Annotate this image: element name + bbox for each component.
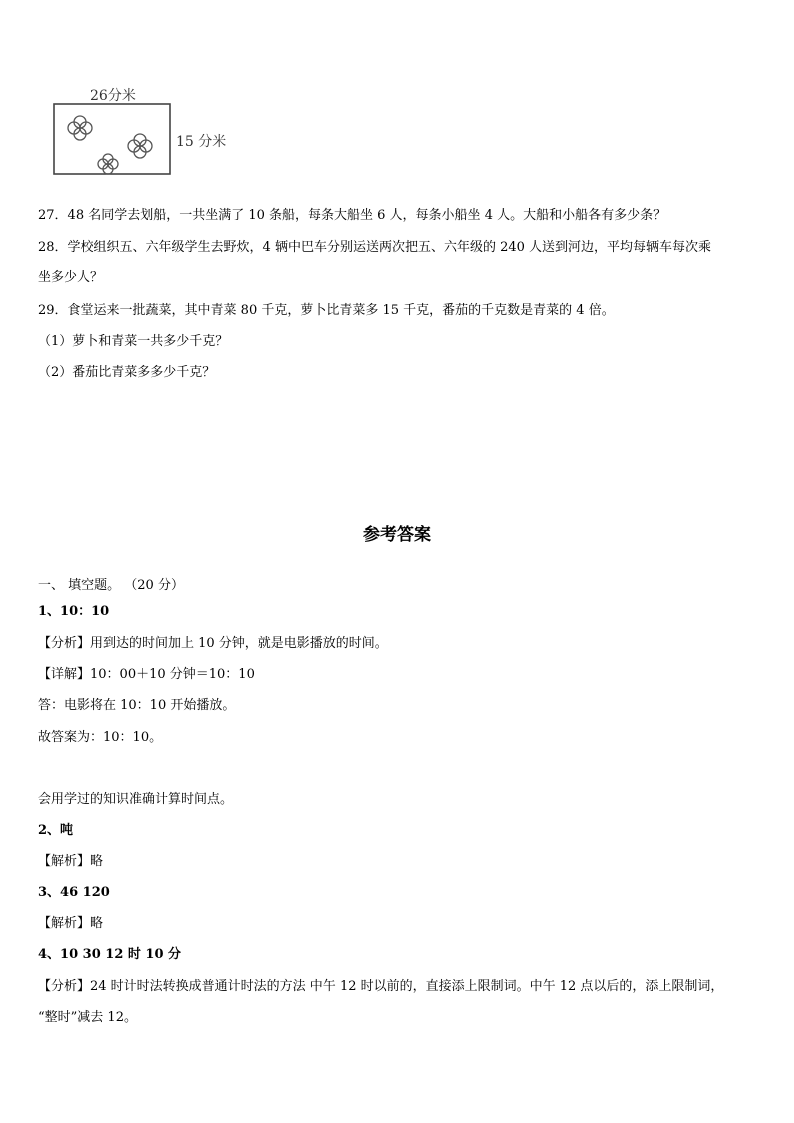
question-29: 29．食堂运来一批蔬菜，其中青菜 80 千克，萝卜比青菜多 15 千克，番茄的千克数是青菜的 4 倍。: [38, 303, 615, 318]
question-28-line1: 28．学校组织五、六年级学生去野炊，4 辆中巴车分别运送两次把五、六年级的 240 人送到河边，平均每辆车每次乘: [38, 240, 712, 255]
question-29-part2: （2）番茄比青菜多多少千克？: [38, 365, 216, 380]
answer-1: 1、10：10: [38, 604, 110, 619]
flower-shape-icon: [98, 154, 118, 174]
answer-1-answer: 答：电影将在 10：10 开始播放。: [38, 698, 236, 713]
answer-2: 2、吨: [38, 823, 74, 838]
answer-1-detail: 【详解】10：00＋10 分钟＝10：10: [38, 667, 255, 682]
rectangle-figure: [48, 84, 248, 176]
question-27: 27．48 名同学去划船，一共坐满了 10 条船，每条大船坐 6 人，每条小船坐 4 人。大船和小船各有多少条？: [38, 208, 667, 223]
answer-4-analysis-line1: 【分析】24 时计时法转换成普通计时法的方法 中午 12 时以前的，直接添上限制词。中午 12 点以后的，添上限制词，: [38, 979, 724, 994]
answer-4-analysis-line2: “整时”减去 12。: [38, 1010, 137, 1025]
answer-3: 3、46 120: [38, 885, 110, 900]
question-28-line2: 坐多少人？: [38, 270, 104, 285]
height-label: 15 分米: [176, 134, 227, 150]
width-label: 26分米: [90, 88, 136, 104]
answers-title: 参考答案: [363, 525, 431, 545]
rectangle-outline: [54, 104, 170, 174]
question-29-part1: （1）萝卜和青菜一共多少千克？: [38, 334, 229, 349]
answer-1-note: 会用学过的知识准确计算时间点。: [38, 792, 234, 807]
answer-1-analysis: 【分析】用到达的时间加上 10 分钟，就是电影播放的时间。: [38, 636, 388, 651]
answer-2-analysis: 【解析】略: [38, 854, 104, 869]
flower-shape-icon: [128, 134, 152, 158]
answer-3-analysis: 【解析】略: [38, 916, 104, 931]
answer-1-final: 故答案为：10：10。: [38, 730, 163, 745]
answer-4: 4、10 30 12 时 10 分: [38, 947, 182, 962]
flower-shape-icon: [68, 116, 92, 140]
section-heading: 一、 填空题。 （20 分）: [38, 578, 184, 593]
